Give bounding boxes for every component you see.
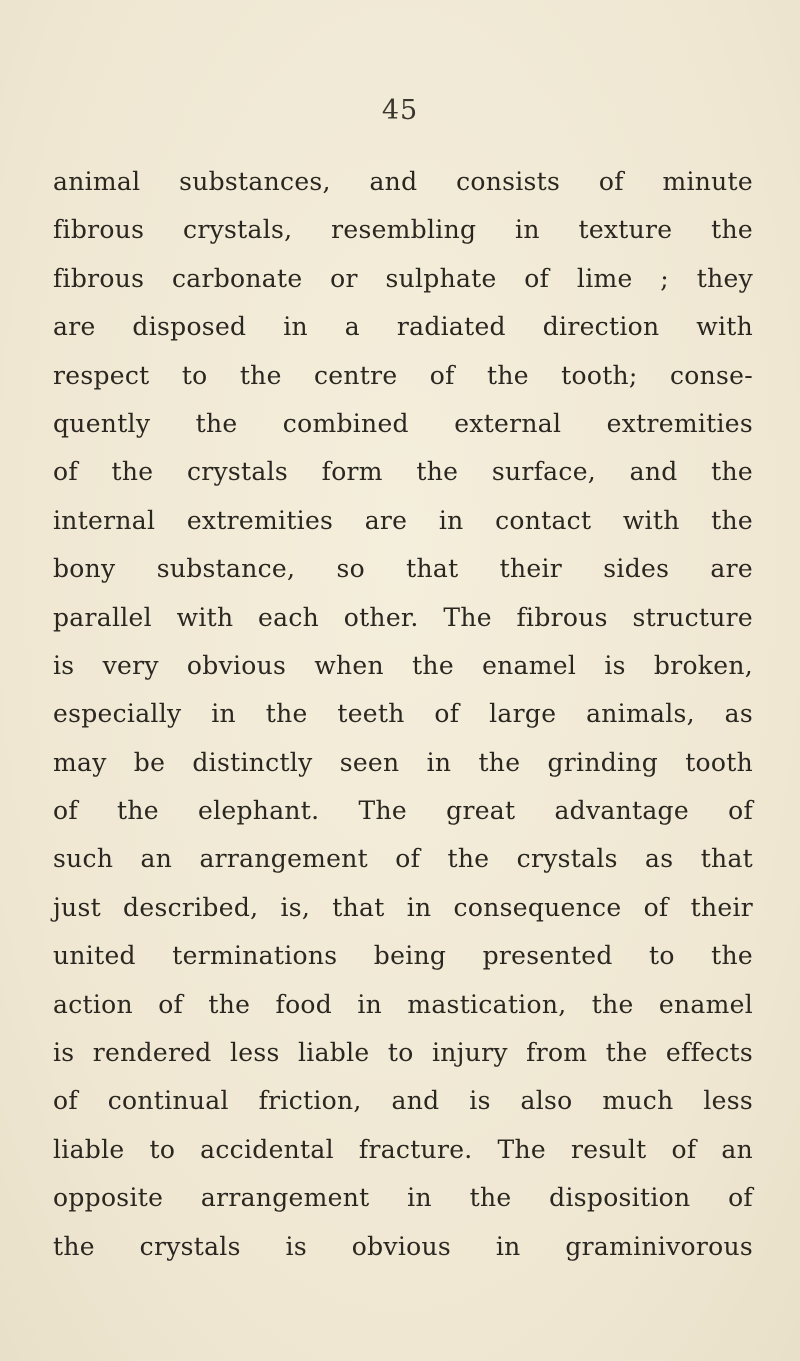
text-line: united terminations being presented to the xyxy=(53,941,753,971)
text-line: especially in the teeth of large animals, as xyxy=(53,699,753,729)
text-line: bony substance, so that their sides are xyxy=(53,554,753,584)
text-line: is very obvious when the enamel is broken, xyxy=(53,650,753,680)
text-line: may be distinctly seen in the grinding tooth xyxy=(53,747,753,777)
text-line: is rendered less liable to injury from the effects xyxy=(53,1038,753,1068)
text-line: the crystals is obvious in graminivorous xyxy=(53,1231,753,1261)
text-line: liable to accidental fracture. The result of an xyxy=(53,1134,753,1164)
text-line: such an arrangement of the crystals as that xyxy=(53,844,753,874)
text-line: just described, is, that in consequence of their xyxy=(53,892,753,922)
text-line: fibrous carbonate or sulphate of lime ; they xyxy=(53,263,753,293)
text-line: quently the combined external extremities xyxy=(53,408,753,438)
text-line: of the elephant. The great advantage of xyxy=(53,796,753,826)
page-number: 45 xyxy=(381,95,419,126)
text-line: animal substances, and consists of minute xyxy=(53,167,753,196)
text-line: are disposed in a radiated direction with xyxy=(53,312,753,342)
body-text xyxy=(53,158,753,1271)
text-line: opposite arrangement in the disposition of xyxy=(53,1183,753,1213)
text-line: of continual friction, and is also much less xyxy=(53,1086,753,1116)
text-line: action of the food in mastication, the enamel xyxy=(53,989,753,1019)
text-line: fibrous crystals, resembling in texture the xyxy=(53,215,753,245)
text-line: respect to the centre of the tooth; conse- xyxy=(53,360,753,390)
text-line: internal extremities are in contact with the xyxy=(53,505,753,535)
text-line: parallel with each other. The fibrous structure xyxy=(53,602,753,632)
text-line: of the crystals form the surface, and the xyxy=(53,457,753,487)
